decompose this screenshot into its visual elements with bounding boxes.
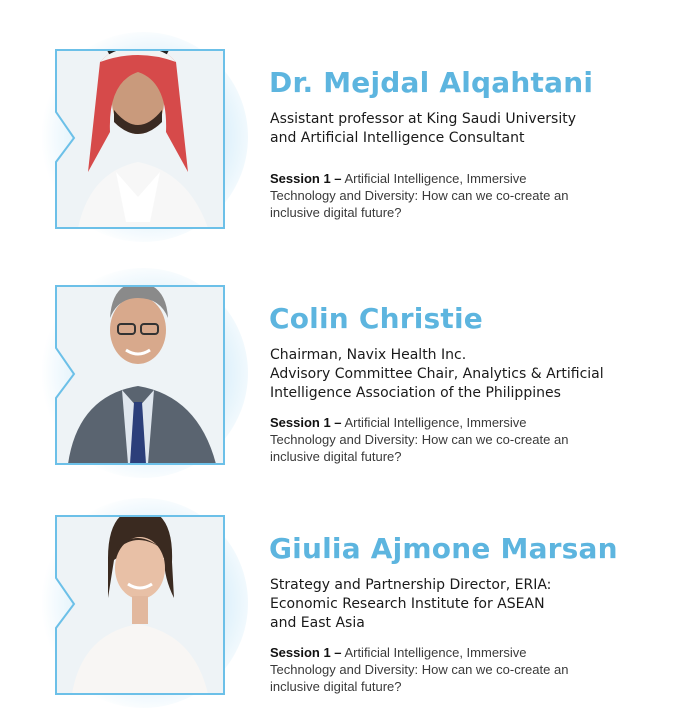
speaker-name: Colin Christie — [269, 302, 483, 335]
session-line: Technology and Diversity: How can we co-create an — [270, 432, 569, 447]
speaker-photo — [38, 258, 248, 480]
session-info — [270, 170, 630, 221]
session-info — [270, 644, 630, 695]
speaker-name: Giulia Ajmone Marsan — [269, 532, 618, 565]
speaker-title — [270, 110, 670, 148]
session-line — [270, 170, 630, 187]
session-topic: Artificial Intelligence, Immersive — [341, 645, 527, 660]
speaker-photo — [38, 488, 248, 710]
session-info — [270, 414, 630, 465]
title-line: Strategy and Partnership Director, ERIA: — [270, 577, 552, 593]
session-line: Technology and Diversity: How can we co-create an — [270, 662, 569, 677]
title-line: and East Asia — [270, 615, 365, 631]
session-line — [270, 644, 630, 661]
session-topic: Artificial Intelligence, Immersive — [341, 415, 527, 430]
session-line: inclusive digital future? — [270, 205, 402, 220]
speaker-title — [270, 346, 670, 403]
speaker-card — [0, 258, 697, 480]
title-line: Economic Research Institute for ASEAN — [270, 596, 545, 612]
session-line — [270, 414, 630, 431]
photo-frame — [38, 22, 248, 244]
session-label: Session 1 – — [270, 415, 342, 430]
session-line: Technology and Diversity: How can we co-create an — [270, 188, 569, 203]
title-line: and Artificial Intelligence Consultant — [270, 130, 525, 146]
session-label: Session 1 – — [270, 171, 342, 186]
session-topic: Artificial Intelligence, Immersive — [341, 171, 527, 186]
speaker-photo — [38, 22, 248, 244]
session-label: Session 1 – — [270, 645, 342, 660]
speaker-card — [0, 488, 697, 710]
title-line: Chairman, Navix Health Inc. — [270, 347, 467, 363]
session-line: inclusive digital future? — [270, 449, 402, 464]
session-line: inclusive digital future? — [270, 679, 402, 694]
photo-frame — [38, 488, 248, 710]
title-line: Assistant professor at King Saudi University — [270, 111, 577, 127]
title-line: Advisory Committee Chair, Analytics & Artificial — [270, 366, 604, 382]
speaker-title — [270, 576, 670, 633]
photo-frame — [38, 258, 248, 480]
speaker-name: Dr. Mejdal Alqahtani — [269, 66, 594, 99]
speaker-card — [0, 22, 697, 244]
title-line: Intelligence Association of the Philippines — [270, 385, 561, 401]
